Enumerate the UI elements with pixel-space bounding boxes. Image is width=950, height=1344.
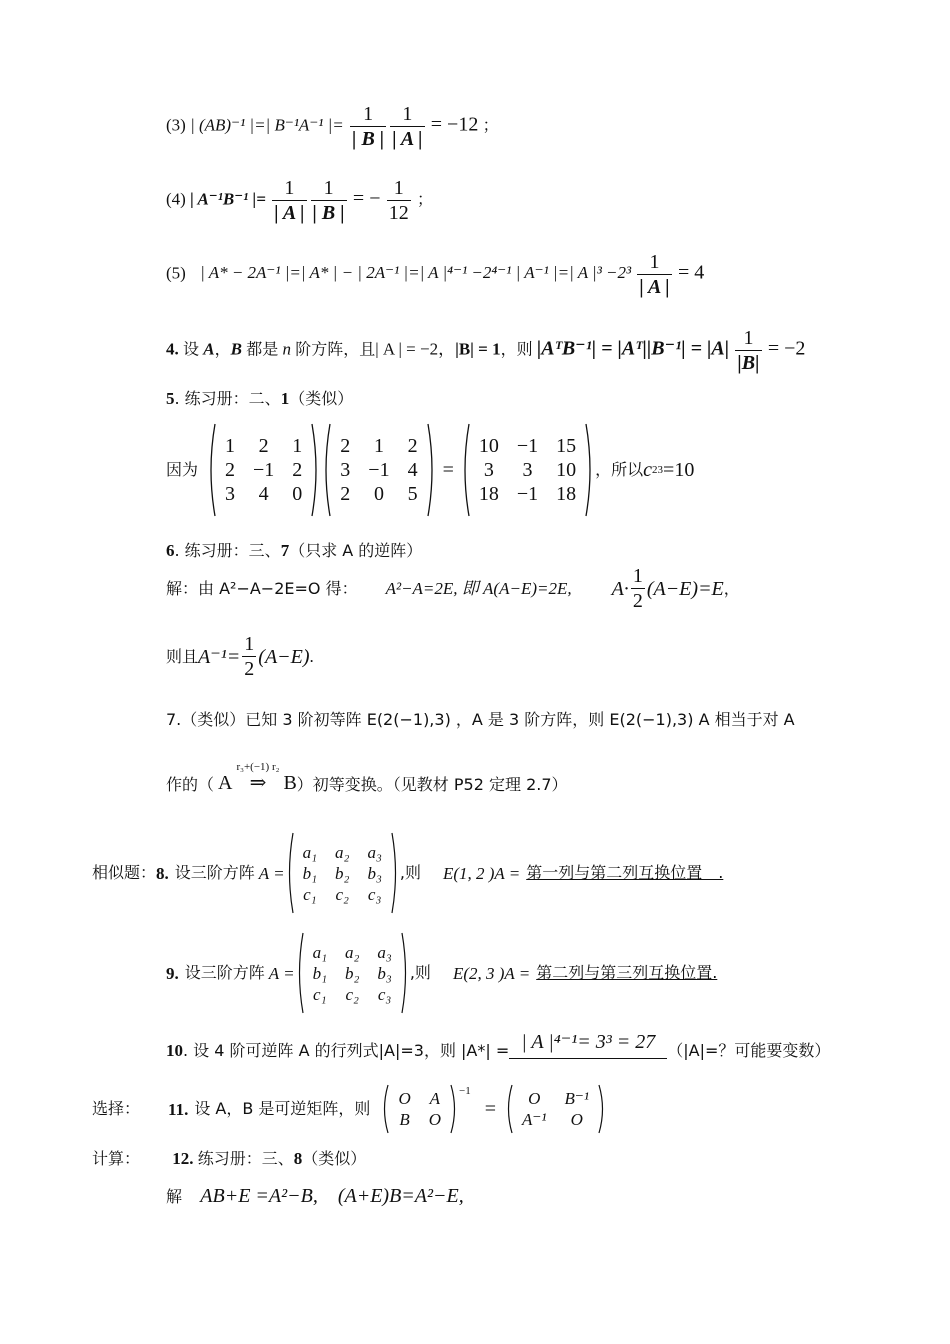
- cell: 2: [340, 483, 351, 505]
- result: = 4: [677, 261, 705, 284]
- question-5-matrices: [166, 420, 694, 520]
- expression: | A | = −2，: [375, 339, 456, 359]
- denominator: | B |: [312, 202, 345, 224]
- denominator: 12: [388, 202, 409, 224]
- numerator: 1: [632, 565, 643, 587]
- question-7-line2: [166, 762, 568, 793]
- cell: 0: [292, 483, 303, 505]
- cell: b₁: [312, 963, 327, 983]
- fraction: [311, 178, 347, 223]
- item-5: [166, 252, 704, 297]
- text: 解: [166, 1187, 183, 1206]
- note: （|A|=？可能要变数）: [667, 1041, 831, 1060]
- cell: c₁: [303, 884, 317, 904]
- denominator: 2: [244, 658, 255, 680]
- matrix-3: [460, 422, 595, 518]
- cell: 10: [556, 459, 577, 481]
- matrix-abc: [295, 931, 410, 1015]
- numerator: 1: [402, 103, 413, 125]
- cell: 3: [522, 459, 533, 481]
- right-paren-icon: [401, 931, 410, 1015]
- expression: (A−E)=E: [646, 577, 724, 600]
- text: 作的（: [166, 775, 215, 794]
- cell: 18: [478, 483, 499, 505]
- cell: B⁻¹: [564, 1089, 589, 1108]
- text: 设三阶方阵: [174, 863, 255, 882]
- text: 设 A，B 是可逆矩阵，则: [194, 1099, 371, 1118]
- numerator: 1: [363, 103, 374, 125]
- numerator: 1: [743, 327, 754, 349]
- expression: A =: [268, 963, 295, 983]
- punct: ；: [416, 189, 433, 209]
- expression: (A−E): [258, 645, 310, 668]
- cell: 4: [407, 459, 418, 481]
- text: ，则: [500, 339, 533, 359]
- answer: | A |⁴⁻¹= 3³ = 27: [509, 1032, 667, 1059]
- cell: c₃: [377, 984, 392, 1004]
- fraction: [272, 178, 306, 223]
- var: B: [230, 339, 242, 359]
- cell: c₂: [335, 884, 349, 904]
- superscript: −1: [459, 1085, 471, 1097]
- cell: 1: [373, 435, 384, 457]
- expression: A =: [258, 863, 285, 883]
- left-paren-icon: [380, 1083, 389, 1135]
- cell: 1: [225, 435, 236, 457]
- cell: 5: [407, 483, 418, 505]
- question-5-title: [166, 390, 353, 407]
- fraction: [242, 634, 256, 679]
- denominator: |B|: [737, 352, 760, 374]
- answer: 第一列与第二列互换位置 .: [526, 863, 724, 882]
- block-matrix-inverse: [504, 1083, 607, 1135]
- denominator: | A |: [274, 202, 305, 224]
- question-number: 9.: [166, 963, 179, 983]
- cell: A⁻¹: [522, 1110, 547, 1129]
- left-paren-icon: [504, 1083, 513, 1135]
- denominator: | A |: [392, 128, 423, 150]
- expression: AB+E =A²−B, (A+E)B=A²−E,: [200, 1185, 464, 1207]
- text: ,则: [399, 863, 421, 882]
- question-number: 8.: [156, 863, 169, 883]
- matrix-b: B: [283, 772, 297, 794]
- expression: E(1, 2 )A =: [442, 863, 521, 883]
- cell: 3: [483, 459, 494, 481]
- var: c: [643, 459, 653, 481]
- cell: 18: [556, 483, 577, 505]
- question-8: [92, 830, 723, 916]
- result: = −2: [767, 337, 806, 360]
- result: = −12: [430, 113, 479, 136]
- fraction: [631, 566, 645, 611]
- cell: 2: [225, 459, 236, 481]
- punct: .: [309, 647, 314, 666]
- expression: A²−A=2E, 即 A(A−E)=2E,: [385, 579, 572, 598]
- cell: B: [399, 1110, 410, 1129]
- cell: a₂: [345, 942, 360, 962]
- expression: A⁻¹=: [198, 645, 241, 668]
- expression: | A⁻¹B⁻¹ |=: [190, 189, 266, 209]
- expression: |AᵀB⁻¹| = |Aᵀ||B⁻¹| = |A|: [536, 337, 730, 360]
- punct: ；: [482, 115, 499, 135]
- answer: 第二列与第三列互换位置.: [536, 963, 718, 982]
- cell: c₂: [345, 984, 359, 1004]
- question-number: 6: [166, 541, 175, 560]
- cell: 2: [340, 435, 351, 457]
- question-number: 11.: [168, 1099, 189, 1119]
- cell: b₂: [335, 863, 350, 883]
- text: ）初等变换。（见教材 P52 定理 2.7）: [296, 775, 568, 794]
- cell: b₃: [377, 963, 392, 983]
- question-12-solution: [166, 1186, 464, 1206]
- punct: ，: [723, 578, 740, 598]
- left-paren-icon: [285, 831, 294, 915]
- cell: O: [428, 1110, 441, 1129]
- subscript: 23: [652, 463, 664, 476]
- numerator: 1: [649, 251, 660, 273]
- text: ，所以: [595, 460, 644, 479]
- expression: A·: [611, 577, 629, 600]
- question-6-title: [166, 542, 422, 559]
- cell: 3: [225, 483, 236, 505]
- cell: A: [429, 1089, 441, 1108]
- text: 阶方阵，且: [295, 339, 376, 359]
- cell: O: [528, 1089, 541, 1108]
- text: 解：由 A²−A−2E=O 得：: [166, 578, 358, 598]
- operator: = −: [352, 187, 381, 210]
- expression: |B| = 1: [455, 339, 501, 359]
- question-9: [166, 930, 717, 1016]
- fraction: [387, 178, 411, 223]
- cell: b₂: [345, 963, 360, 983]
- denominator: | B |: [352, 128, 385, 150]
- cell: 1: [292, 435, 303, 457]
- cell: 2: [407, 435, 418, 457]
- arrow-icon: ⇒: [249, 772, 267, 794]
- item-label: (3): [166, 115, 186, 135]
- section-label: 选择：: [92, 1099, 141, 1118]
- text: 设三阶方阵: [184, 963, 265, 982]
- numerator: 1: [284, 177, 295, 199]
- text: 设: [183, 339, 200, 359]
- cell: a₃: [367, 842, 382, 862]
- cell: 15: [556, 435, 577, 457]
- cell: c₃: [367, 884, 382, 904]
- item-label: (5): [166, 263, 186, 283]
- matrix-abc: [285, 831, 400, 915]
- numerator: 1: [393, 177, 404, 199]
- cell: 0: [373, 483, 384, 505]
- fraction: [390, 104, 424, 149]
- item-4: [166, 178, 433, 223]
- expression: | A* − 2A⁻¹ |=| A* | − | 2A⁻¹ |=| A |⁴⁻¹ −2⁴⁻¹ | A⁻¹ |=| A |³ −2³: [200, 263, 632, 283]
- text: . 练习册：三、: [174, 541, 281, 560]
- expression: | (AB)⁻¹ |=| B⁻¹A⁻¹ |=: [190, 115, 344, 135]
- right-paren-icon: [427, 422, 437, 518]
- question-10: [166, 1032, 830, 1059]
- text: 7.（类似）已知 3 阶初等阵 E(2(−1),3) ，A 是 3 阶方阵，则 E(2(−1),3) A 相当于对 A: [166, 710, 795, 729]
- cell: 10: [478, 435, 499, 457]
- matrix-1: [206, 422, 321, 518]
- cell: 4: [258, 483, 269, 505]
- question-number: 10: [166, 1041, 183, 1060]
- var: A: [203, 339, 215, 359]
- row-operation: [236, 762, 279, 793]
- cell: a₂: [335, 842, 350, 862]
- cell: a₃: [377, 942, 392, 962]
- left-paren-icon: [460, 422, 470, 518]
- fraction: [350, 104, 386, 149]
- item-3: [166, 104, 499, 149]
- right-paren-icon: [391, 831, 400, 915]
- question-12-title: [92, 1150, 366, 1167]
- text: . 练习册：二、: [174, 389, 281, 408]
- cell: −1: [516, 483, 539, 505]
- question-6-inverse: [166, 634, 314, 679]
- text: 则且: [166, 646, 199, 666]
- right-paren-icon: [598, 1083, 607, 1135]
- cell: a₁: [312, 942, 327, 962]
- result: =10: [663, 459, 695, 481]
- cell: b₃: [367, 863, 382, 883]
- right-paren-icon: [450, 1083, 459, 1135]
- question-11: [92, 1082, 607, 1136]
- cell: 2: [292, 459, 303, 481]
- cell: −1: [253, 459, 275, 481]
- text: 因为: [166, 460, 199, 479]
- text: . 设 4 阶可逆阵 A 的行列式|A|=3，则 |A*| =: [183, 1041, 510, 1060]
- question-number: 12.: [172, 1149, 194, 1168]
- operation-label: r₃+(−1) r₂: [236, 761, 280, 773]
- var: n: [282, 339, 291, 359]
- ref: 7: [280, 541, 290, 560]
- cell: a₁: [302, 842, 318, 862]
- cell: c₁: [313, 984, 327, 1004]
- text: ，: [214, 339, 231, 359]
- ref: 1: [280, 389, 290, 408]
- cell: −1: [368, 459, 390, 481]
- left-paren-icon: [321, 422, 331, 518]
- cell: O: [398, 1089, 411, 1108]
- right-paren-icon: [311, 422, 321, 518]
- expression: E(2, 3 )A =: [452, 963, 531, 983]
- numerator: 1: [323, 177, 334, 199]
- section-label: 计算：: [92, 1149, 141, 1168]
- left-paren-icon: [206, 422, 216, 518]
- text: 都是: [246, 339, 279, 359]
- text: （只求 A 的逆阵）: [289, 541, 423, 560]
- block-matrix: [380, 1083, 459, 1135]
- text: （类似）: [289, 389, 354, 408]
- fraction: [637, 252, 671, 297]
- denominator: 2: [632, 590, 643, 612]
- cell: 3: [340, 459, 351, 481]
- left-paren-icon: [295, 931, 304, 1015]
- cell: O: [570, 1110, 583, 1129]
- question-number: 5: [166, 389, 175, 408]
- matrix-2: [321, 422, 436, 518]
- numerator: 1: [244, 633, 255, 655]
- ref: 8: [293, 1149, 303, 1168]
- cell: b₁: [302, 863, 318, 883]
- item-label: (4): [166, 189, 186, 209]
- equals: =: [442, 459, 454, 481]
- cell: −1: [516, 435, 539, 457]
- equals: =: [484, 1098, 496, 1120]
- fraction: [735, 328, 761, 373]
- section-label: 相似题：: [92, 863, 157, 882]
- text: ,则: [409, 963, 431, 982]
- right-paren-icon: [585, 422, 595, 518]
- question-4: [166, 328, 805, 373]
- question-number: 4.: [166, 339, 179, 359]
- matrix-a: A: [218, 772, 233, 794]
- denominator: | A |: [639, 276, 670, 298]
- text: 练习册：三、: [197, 1149, 294, 1168]
- text: （类似）: [302, 1149, 367, 1168]
- question-6-solution: [166, 566, 740, 611]
- cell: 2: [258, 435, 269, 457]
- question-7-line1: [166, 712, 795, 728]
